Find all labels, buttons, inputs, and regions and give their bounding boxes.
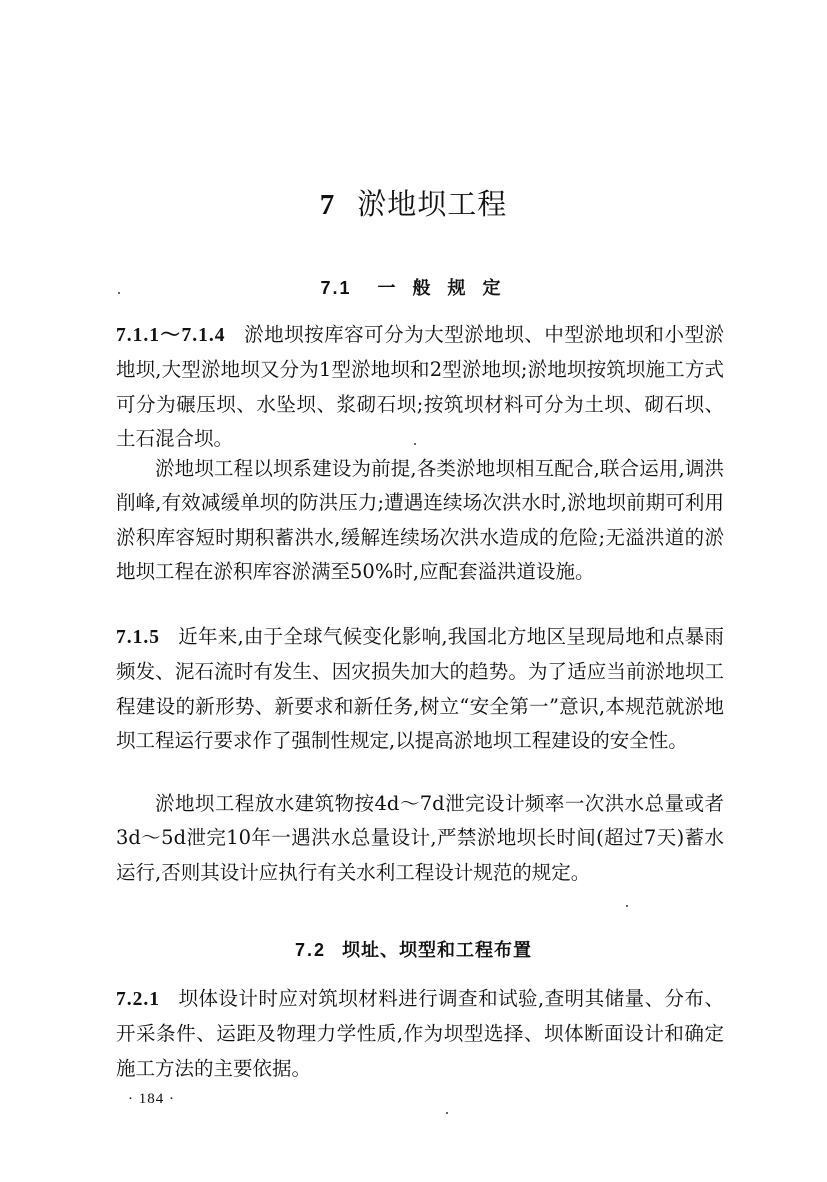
paragraph-text: 淤地坝按库容可分为大型淤地坝、中型淤地坝和小型淤地坝,大型淤地坝又分为1型淤地坝和2型淤地坝;淤地坝按筑坝施工方式可分为碾压坝、水坠坝、浆砌石坝;按筑坝材料可分为土坝、砌石坝、土石混合坝。 xyxy=(116,323,724,451)
paragraph-7-1-5 xyxy=(116,620,724,759)
scan-speck xyxy=(414,443,416,445)
section-number: 7.1 xyxy=(320,278,352,298)
scan-speck xyxy=(446,1112,448,1114)
page-number: · 184 · xyxy=(128,1091,175,1107)
section-title-text: 坝址、坝型和工程布置 xyxy=(342,940,533,960)
chapter-title xyxy=(0,182,827,223)
clause-number: 7.2.1 xyxy=(116,989,160,1010)
paragraph-dam-system xyxy=(116,452,724,590)
chapter-number: 7 xyxy=(319,189,336,221)
clause-number: 7.1.5 xyxy=(116,627,160,648)
clause-number: 7.1.1～7.1.4 xyxy=(116,325,226,346)
scan-speck xyxy=(118,292,120,294)
section-number: 7.2 xyxy=(294,940,327,960)
paragraph-text: 淤地坝工程放水建筑物按4d～7d泄完设计频率一次洪水总量或者3d～5d泄完10年一遇洪水总量设计,严禁淤地坝长时间(超过7天)蓄水运行,否则其设计应执行有关水利工程设计规范的规定。 xyxy=(116,792,724,884)
paragraph-7-2-1 xyxy=(116,982,724,1086)
scan-speck xyxy=(626,905,628,907)
section-heading-7-2 xyxy=(0,936,827,962)
paragraph-text: 淤地坝工程以坝系建设为前提,各类淤地坝相互配合,联合运用,调洪削峰,有效减缓单坝的防洪压力;遭遇连续场次洪水时,淤地坝前期可利用淤积库容短时期积蓄洪水,缓解连续场次洪水造成的危险;无溢洪道的淤地坝工程在淤积库容淤满至50%时,应配套溢洪道设施。 xyxy=(116,457,724,584)
chapter-title-text: 淤地坝工程 xyxy=(357,187,508,221)
paragraph-text: 坝体设计时应对筑坝材料进行调查和试验,查明其储量、分布、开采条件、运距及物理力学性质,作为坝型选择、坝体断面设计和确定施工方法的主要依据。 xyxy=(116,987,724,1080)
section-title-text: 一 般 规 定 xyxy=(377,278,507,298)
section-heading-7-1 xyxy=(0,274,827,300)
paragraph-text: 近年来,由于全球气候变化影响,我国北方地区呈现局地和点暴雨频发、泥石流时有发生、因灾损失加大的趋势。为了适应当前淤地坝工程建设的新形势、新要求和新任务,树立“安全第一”意识,本规范就淤地坝工程运行要求作了强制性规定,以提高淤地坝工程建设的安全性。 xyxy=(116,625,724,753)
paragraph-7-1-1-to-7-1-4 xyxy=(116,318,724,457)
paragraph-discharge-structures xyxy=(116,787,724,890)
